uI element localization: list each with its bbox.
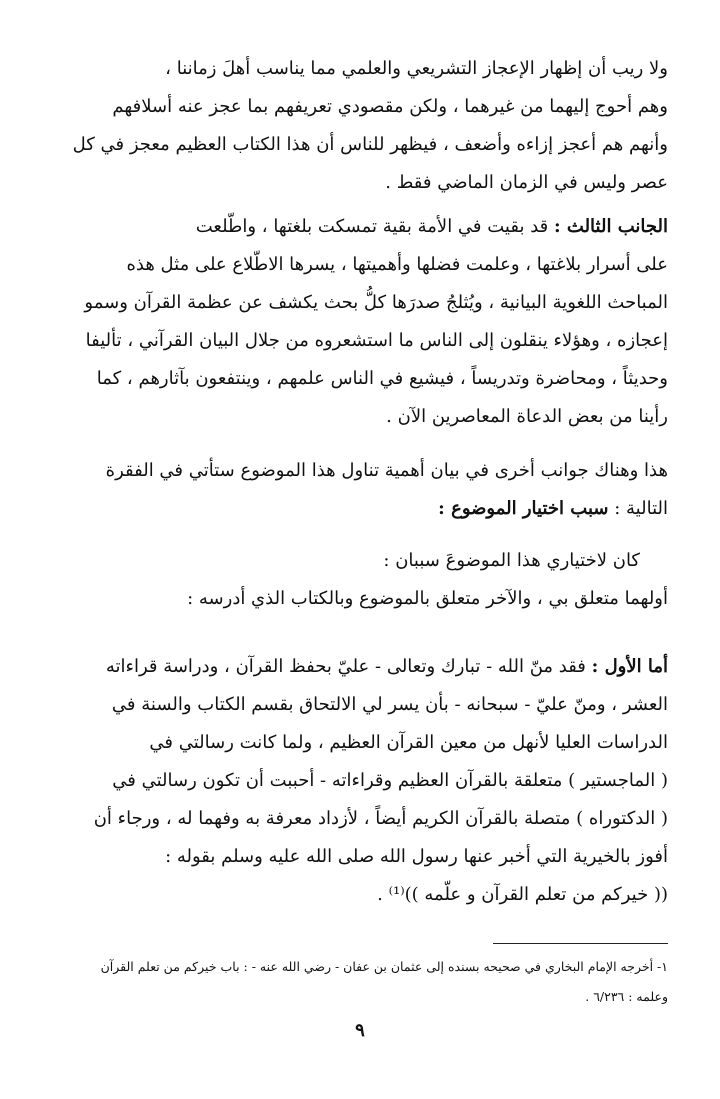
paragraph-5-first-line: [58, 648, 668, 686]
paragraph-1-line: وأنهم هم أعجز إزاءه وأضعف ، فيظهر للناس أن هذا الكتاب العظيم معجز في كل: [72, 134, 668, 155]
paragraph-3-line: هذا وهناك جوانب أخرى في بيان أهمية تناول هذا الموضوع ستأتي في الفقرة: [105, 460, 668, 481]
footnote: [58, 952, 668, 1012]
section-heading-topic-reason: سبب اختيار الموضوع :: [438, 498, 609, 519]
paragraph-2-line: وحديثاً ، ومحاضرة وتدريساً ، فيشيع في الناس علمهم ، وينتفعون بآثارهم ، كما: [96, 368, 668, 389]
paragraph-2-first-line: [58, 208, 668, 246]
page-number: ٩: [355, 1020, 365, 1041]
paragraph-2-line: إعجازه ، وهؤلاء ينقلون إلى الناس ما استشعروه من جلال البيان القرآني ، تأليفا: [85, 330, 668, 351]
paragraph-4: [58, 542, 668, 618]
section-heading-third-aspect: الجانب الثالث :: [553, 216, 668, 237]
section-heading-first-reason: أما الأول :: [591, 656, 668, 677]
paragraph-5-line: الدراسات العليا لأنهل من معين القرآن العظيم ، ولما كانت رسالتي في: [149, 732, 668, 753]
paragraph-3-line: [58, 490, 668, 528]
paragraph-5: [58, 648, 668, 914]
paragraph-5-first-line-text: فقد منّ الله - تبارك وتعالى - عليّ بحفظ القرآن ، ودراسة قراءاته: [105, 656, 586, 677]
paragraph-2-line: المباحث اللغوية البيانية ، ويُثلجُ صدرَها كلُّ بحث يكشف عن عظمة القرآن وسمو: [84, 292, 668, 313]
paragraph-5-line: ( الماجستير ) متعلقة بالقرآن العظيم وقراءاته - أحببت أن تكون رسالتي في: [112, 770, 668, 791]
paragraph-2-first-line-text: قد بقيت في الأمة بقية تمسكت بلغتها ، واطّلعت: [195, 216, 549, 237]
paragraph-1-line: ولا ريب أن إظهار الإعجاز التشريعي والعلمي مما يناسب أهلَ زماننا ،: [165, 58, 668, 79]
paragraph-2-line: رأينا من بعض الدعاة المعاصرين الآن .: [386, 406, 668, 427]
paragraph-3-prefix: التالية :: [614, 498, 668, 519]
paragraph-5-line: العشر ، ومنّ عليّ - سبحانه - بأن يسر لي الالتحاق بقسم الكتاب والسنة في: [111, 694, 668, 715]
footnote-divider: [493, 943, 668, 944]
paragraph-4-line: كان لاختياري هذا الموضوعَ سببان :: [383, 550, 640, 571]
hadith-quote-line: (( خيركم من تعلم القرآن و علّمه ))⁽¹⁾ .: [377, 884, 668, 905]
paragraph-1: [58, 50, 668, 202]
paragraph-5-line: ( الدكتوراه ) متصلة بالقرآن الكريم أيضاً ، لأزداد معرفة به وفهما له ، ورجاء أن: [93, 808, 668, 829]
footnote-line: وعلمه : ٦/٢٣٦ .: [585, 989, 668, 1004]
paragraph-2: [58, 208, 668, 436]
paragraph-1-line: عصر وليس في الزمان الماضي فقط .: [385, 172, 668, 193]
footnote-line: ١- أخرجه الإمام البخاري في صحيحه بسنده إلى عثمان بن عفان - رضي الله عنه - : باب خيركم من تعلم القرآن: [100, 959, 668, 974]
paragraph-3: [58, 452, 668, 528]
paragraph-1-line: وهم أحوج إليهما من غيرهما ، ولكن مقصودي تعريفهم بما عجز عنه أسلافهم: [112, 96, 668, 117]
paragraph-2-line: على أسرار بلاغتها ، وعلمت فضلها وأهميتها ، يسرها الاطّلاع على مثل هذه: [126, 254, 668, 275]
paragraph-4-line: أولهما متعلق بي ، والآخر متعلق بالموضوع وبالكتاب الذي أدرسه :: [187, 588, 668, 609]
paragraph-5-line: أفوز بالخيرية التي أخبر عنها رسول الله صلى الله عليه وسلم بقوله :: [165, 846, 668, 867]
